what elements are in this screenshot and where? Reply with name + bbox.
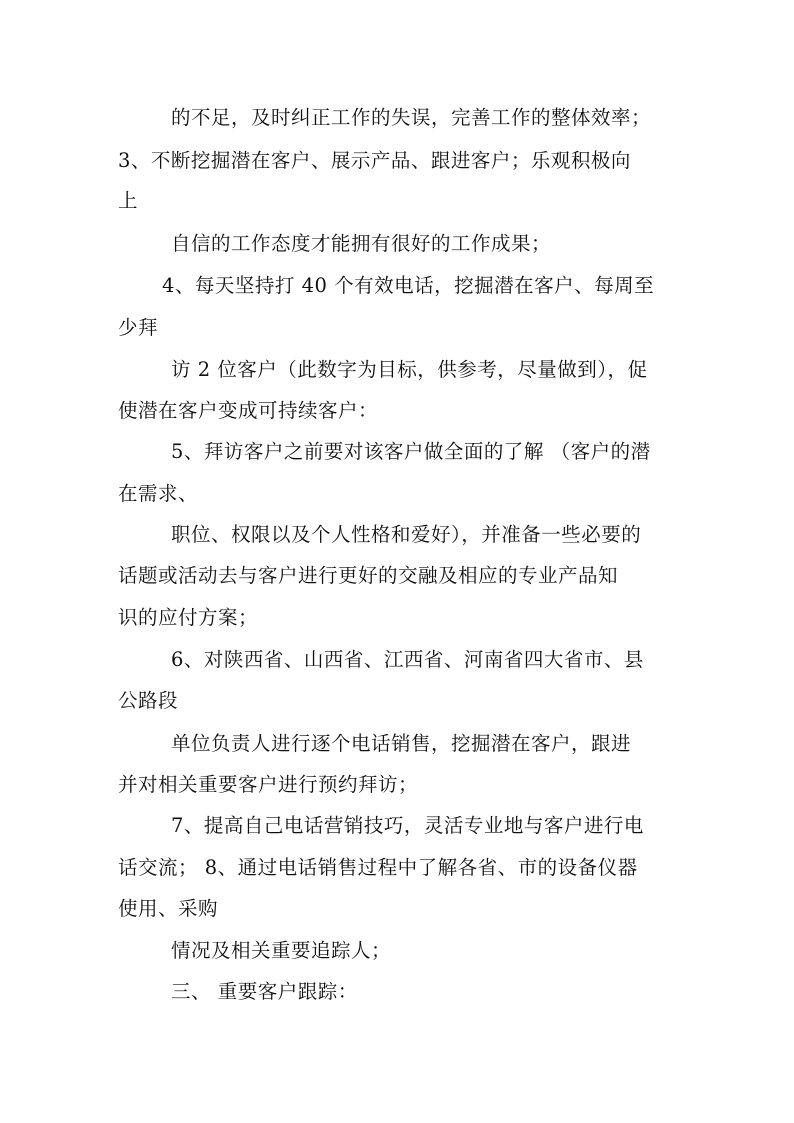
text-line: 单位负责人进行逐个电话销售，挖掘潜在客户，跟进 xyxy=(171,732,632,755)
section-heading: 三、 重要客户跟踪： xyxy=(171,980,358,1003)
text-line: 6、对陕西省、山西省、江西省、河南省四大省市、县 xyxy=(171,648,644,671)
text-line: 上 xyxy=(118,189,139,212)
text-line: 4、每天坚持打 40 个有效电话，挖掘潜在客户、每周至 xyxy=(162,274,655,297)
text-line: 7、提高自己电话营销技巧，灵活专业地与客户进行电 xyxy=(171,814,644,837)
text-line: 访 2 位客户（此数字为目标，供参考，尽量做到），促 xyxy=(171,358,648,381)
text-line: 自信的工作态度才能拥有很好的工作成果； xyxy=(171,232,552,255)
text-line: 话题或活动去与客户进行更好的交融及相应的专业产品知 xyxy=(118,564,619,587)
text-line: 使用、采购 xyxy=(118,897,219,920)
text-line: 话交流； 8、通过电话销售过程中了解各省、市的设备仪器 xyxy=(118,856,638,879)
text-line: 并对相关重要客户进行预约拜访； xyxy=(118,773,419,796)
text-line: 使潜在客户变成可持续客户： xyxy=(118,399,379,422)
text-line: 5、拜访客户之前要对该客户做全面的了解 （客户的潜 xyxy=(171,440,651,463)
text-line: 3、不断挖掘潜在客户、展示产品、跟进客户；乐观积极向 xyxy=(118,149,631,172)
text-line: 公路段 xyxy=(118,689,179,712)
text-line: 职位、权限以及个人性格和爱好），并准备一些必要的 xyxy=(171,523,642,546)
text-line: 情况及相关重要追踪人； xyxy=(171,939,392,962)
text-line: 识的应付方案； xyxy=(118,606,259,629)
text-line: 在需求、 xyxy=(118,482,199,505)
text-line: 的不足，及时纠正工作的失误，完善工作的整体效率； xyxy=(171,106,652,129)
text-line: 少拜 xyxy=(118,316,159,339)
